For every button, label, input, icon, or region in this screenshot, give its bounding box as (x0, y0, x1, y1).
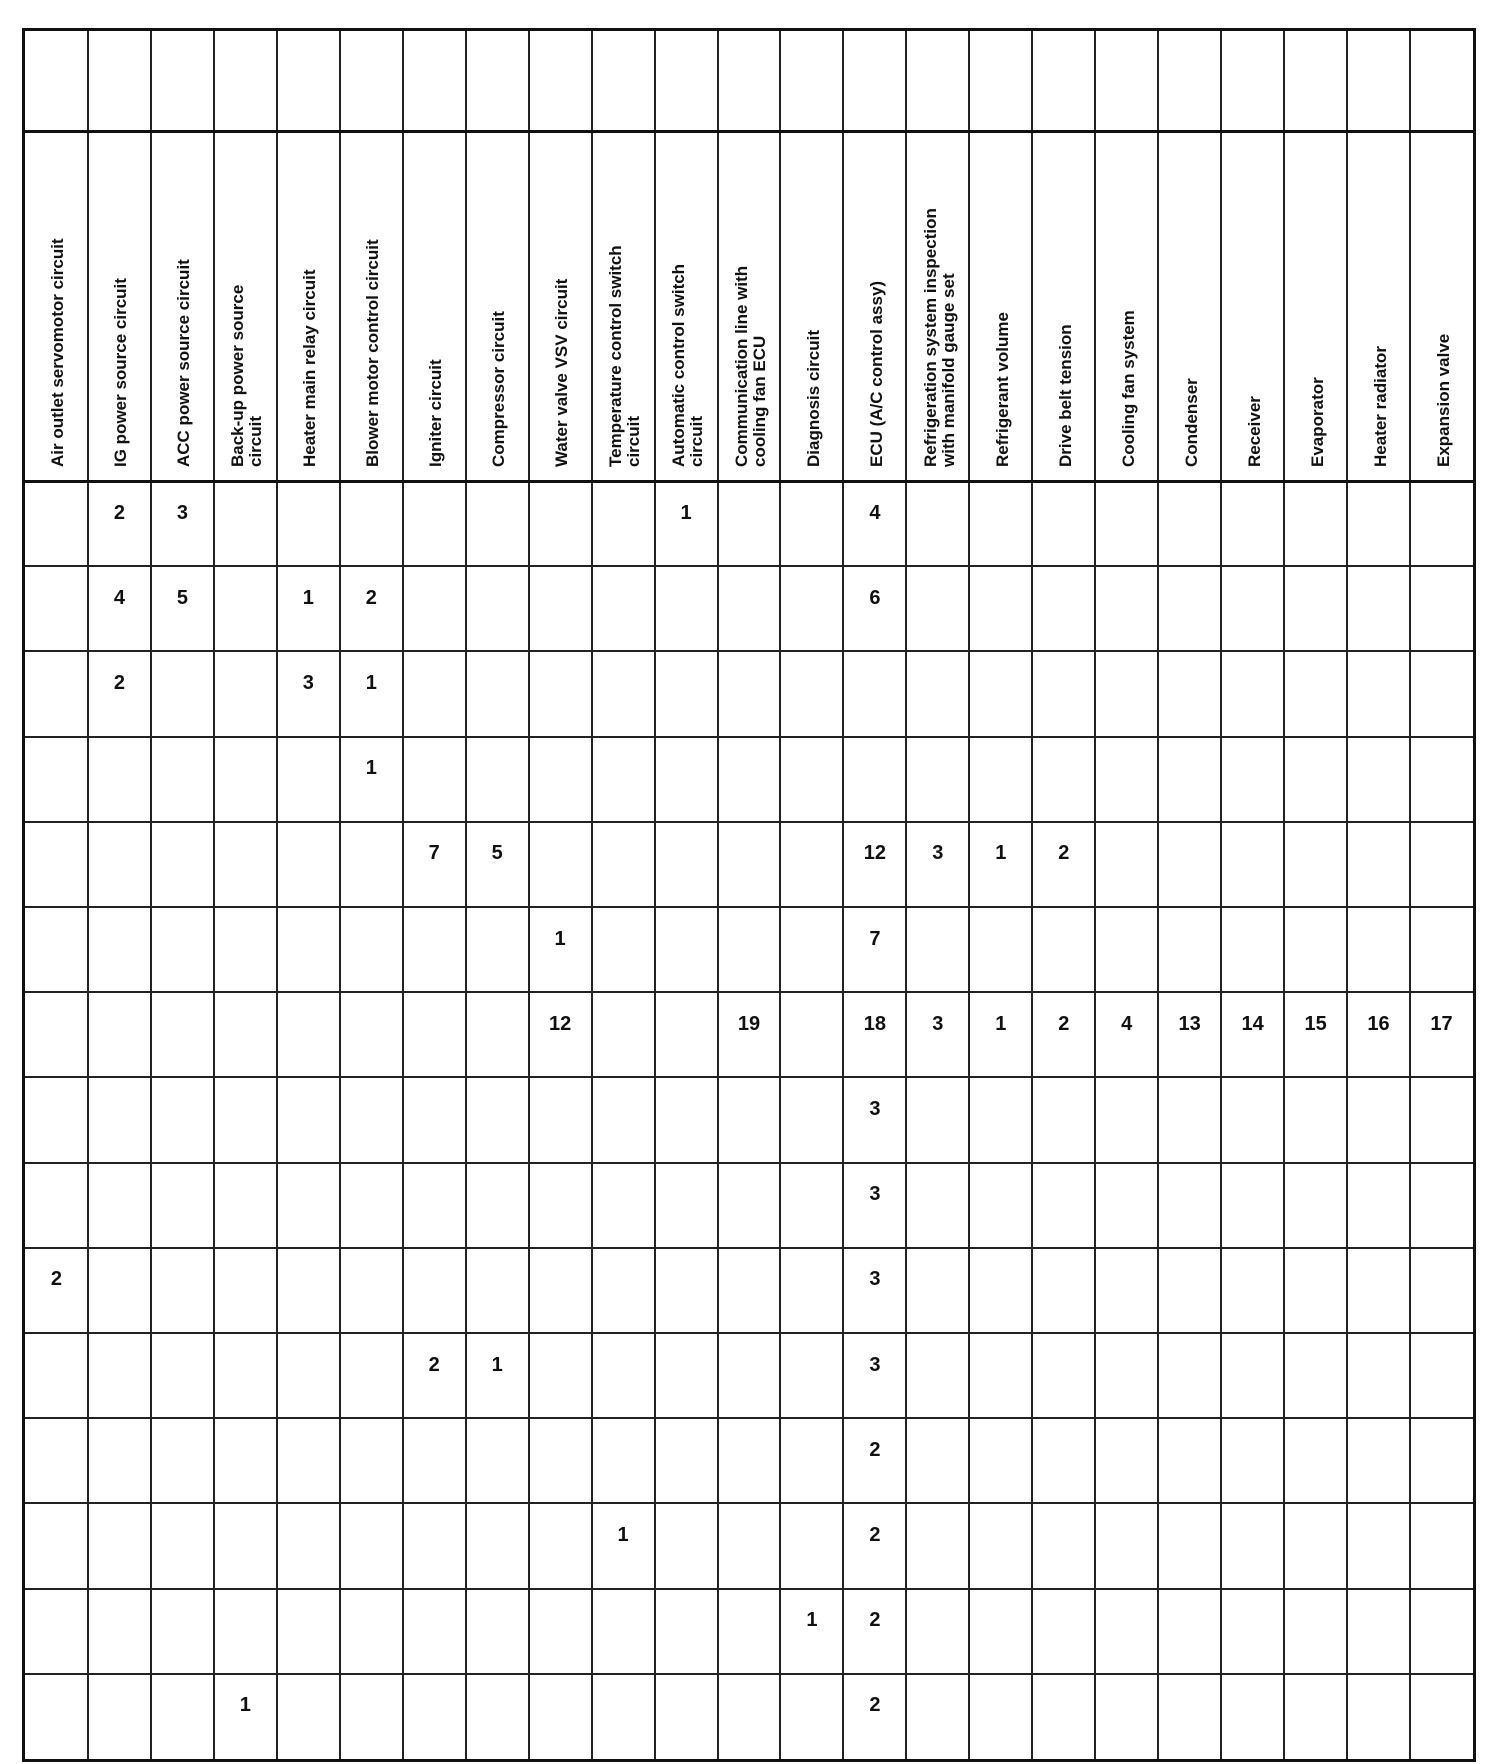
column-header-line: with manifold gauge set (938, 273, 958, 467)
row-divider (25, 1502, 1473, 1504)
cell-value: 2 (113, 672, 125, 694)
column-header (229, 285, 265, 467)
cell-value: 6 (869, 586, 881, 609)
cell-value: 3 (869, 1098, 881, 1120)
cell-value: 1 (365, 757, 377, 780)
column-header (364, 239, 382, 467)
column-header (922, 208, 958, 467)
cell-value: 14 (1241, 1012, 1264, 1035)
column-header-line: Refrigerant volume (992, 312, 1012, 467)
column-divider (1094, 31, 1096, 1759)
column-header-line: Cooling fan system (1118, 310, 1138, 467)
column-divider (1157, 31, 1159, 1759)
cell-value: 1 (680, 501, 692, 524)
column-divider (591, 31, 593, 1759)
column-divider (842, 31, 844, 1759)
troubleshooting-matrix (22, 28, 1476, 1762)
column-header-line: Automatic control switch (669, 263, 689, 467)
column-divider (402, 31, 404, 1759)
row-divider (25, 130, 1473, 133)
column-header (1057, 324, 1075, 467)
row-divider (25, 736, 1473, 738)
column-header-line: Compressor circuit (489, 311, 509, 467)
cell-value: 4 (1121, 1012, 1133, 1035)
column-header-line: Diagnosis circuit (803, 330, 823, 467)
column-divider (465, 31, 467, 1759)
column-divider (654, 31, 656, 1759)
column-divider (717, 31, 719, 1759)
column-header (175, 259, 193, 467)
column-header (733, 266, 769, 467)
column-header-line: circuit (687, 415, 707, 467)
row-divider (25, 1588, 1473, 1590)
cell-value: 13 (1178, 1012, 1201, 1035)
cell-value: 2 (365, 586, 377, 609)
row-divider (25, 1247, 1473, 1249)
cell-value: 19 (737, 1012, 761, 1035)
cell-value: 1 (239, 1694, 251, 1717)
column-header-line: Receiver (1244, 396, 1264, 467)
cell-value: 4 (869, 501, 881, 524)
cell-value: 1 (617, 1524, 629, 1546)
cell-value: 15 (1304, 1012, 1327, 1035)
cell-value: 2 (50, 1268, 63, 1291)
cell-value: 2 (428, 1353, 440, 1376)
column-header-line: IG power source circuit (111, 278, 131, 467)
column-header-line: ACC power source circuit (174, 259, 194, 467)
column-divider (1346, 31, 1348, 1759)
row-divider (25, 1417, 1473, 1419)
cell-value: 1 (995, 1012, 1007, 1035)
row-divider (25, 480, 1473, 483)
column-header (301, 270, 319, 467)
column-header-line: Heater radiator (1370, 346, 1390, 467)
cell-value: 5 (176, 586, 188, 609)
cell-value: 2 (869, 1438, 881, 1461)
column-header-line: ECU (A/C control assy) (866, 280, 886, 467)
column-header-line: Back-up power source (228, 284, 248, 467)
cell-value: 3 (869, 1183, 881, 1206)
cell-value: 12 (548, 1012, 572, 1035)
column-header (607, 245, 643, 467)
cell-value: 4 (113, 586, 125, 609)
cell-value: 3 (932, 842, 944, 865)
cell-value: 18 (863, 1012, 887, 1035)
column-header-line: Drive belt tension (1055, 324, 1075, 467)
column-header (1372, 346, 1390, 467)
column-header (553, 279, 571, 467)
column-header (1435, 334, 1453, 467)
column-divider (1220, 31, 1222, 1759)
row-divider (25, 1332, 1473, 1334)
row-divider (25, 650, 1473, 652)
cell-value: 1 (491, 1353, 503, 1376)
cell-value: 1 (302, 586, 314, 609)
column-divider (1031, 31, 1033, 1759)
row-divider (25, 821, 1473, 823)
cell-value: 3 (302, 672, 314, 694)
cell-value: 3 (176, 501, 188, 524)
cell-value: 17 (1430, 1012, 1453, 1035)
column-header-line: Water valve VSV circuit (552, 278, 572, 467)
column-divider (968, 31, 970, 1759)
column-header (1309, 377, 1327, 467)
cell-value: 3 (932, 1012, 944, 1035)
column-header (670, 264, 706, 467)
row-divider (25, 1162, 1473, 1164)
row-divider (25, 565, 1473, 567)
cell-value: 5 (491, 842, 503, 865)
column-header-line: Communication line with (732, 265, 751, 467)
column-header-line: Blower motor control circuit (363, 239, 383, 467)
column-header-line: Refrigeration system inspection (920, 208, 940, 467)
cell-value: 7 (428, 842, 440, 865)
cell-value: 12 (863, 842, 887, 865)
column-header-line: Condenser (1181, 378, 1201, 467)
cell-value: 1 (806, 1609, 818, 1632)
column-header (427, 359, 445, 467)
cell-value: 3 (869, 1353, 881, 1376)
row-divider (25, 906, 1473, 908)
column-header (49, 238, 67, 467)
column-header (490, 311, 508, 467)
cell-value: 2 (869, 1524, 881, 1546)
column-divider (1283, 31, 1285, 1759)
column-header (805, 330, 823, 467)
column-header (994, 312, 1012, 467)
column-header-line: Evaporator (1307, 377, 1327, 467)
column-divider (150, 31, 152, 1759)
cell-value: 2 (869, 1694, 881, 1717)
column-divider (1409, 31, 1411, 1759)
cell-value: 1 (365, 672, 377, 694)
column-header-line: Expansion valve (1433, 333, 1453, 467)
cell-value: 2 (1058, 1012, 1070, 1035)
column-header (1246, 396, 1264, 467)
column-divider (87, 31, 89, 1759)
cell-value: 7 (869, 927, 881, 950)
cell-value: 16 (1367, 1012, 1390, 1035)
column-divider (339, 31, 341, 1759)
row-divider (25, 991, 1473, 993)
cell-value: 3 (869, 1268, 881, 1291)
column-divider (905, 31, 907, 1759)
column-divider (213, 31, 215, 1759)
column-header-line: circuit (624, 415, 644, 467)
cell-value: 1 (995, 842, 1007, 865)
cell-value: 2 (869, 1609, 881, 1632)
column-divider (276, 31, 278, 1759)
cell-value: 2 (1058, 842, 1070, 865)
column-header-line: Igniter circuit (426, 359, 446, 467)
column-header-line: Temperature control switch (606, 245, 626, 467)
column-header (112, 278, 130, 467)
column-header (1120, 310, 1138, 467)
column-header (1183, 378, 1201, 467)
column-header-line: Air outlet servomotor circuit (48, 238, 68, 467)
cell-value: 2 (113, 501, 125, 524)
row-divider (25, 1673, 1473, 1675)
column-header-line: circuit (246, 415, 266, 467)
column-divider (779, 31, 781, 1759)
column-header (868, 281, 886, 467)
cell-value: 1 (554, 927, 566, 950)
column-header-line: Heater main relay circuit (300, 269, 320, 467)
column-divider (528, 31, 530, 1759)
row-divider (25, 1076, 1473, 1078)
column-header-line: cooling fan ECU (750, 335, 769, 467)
